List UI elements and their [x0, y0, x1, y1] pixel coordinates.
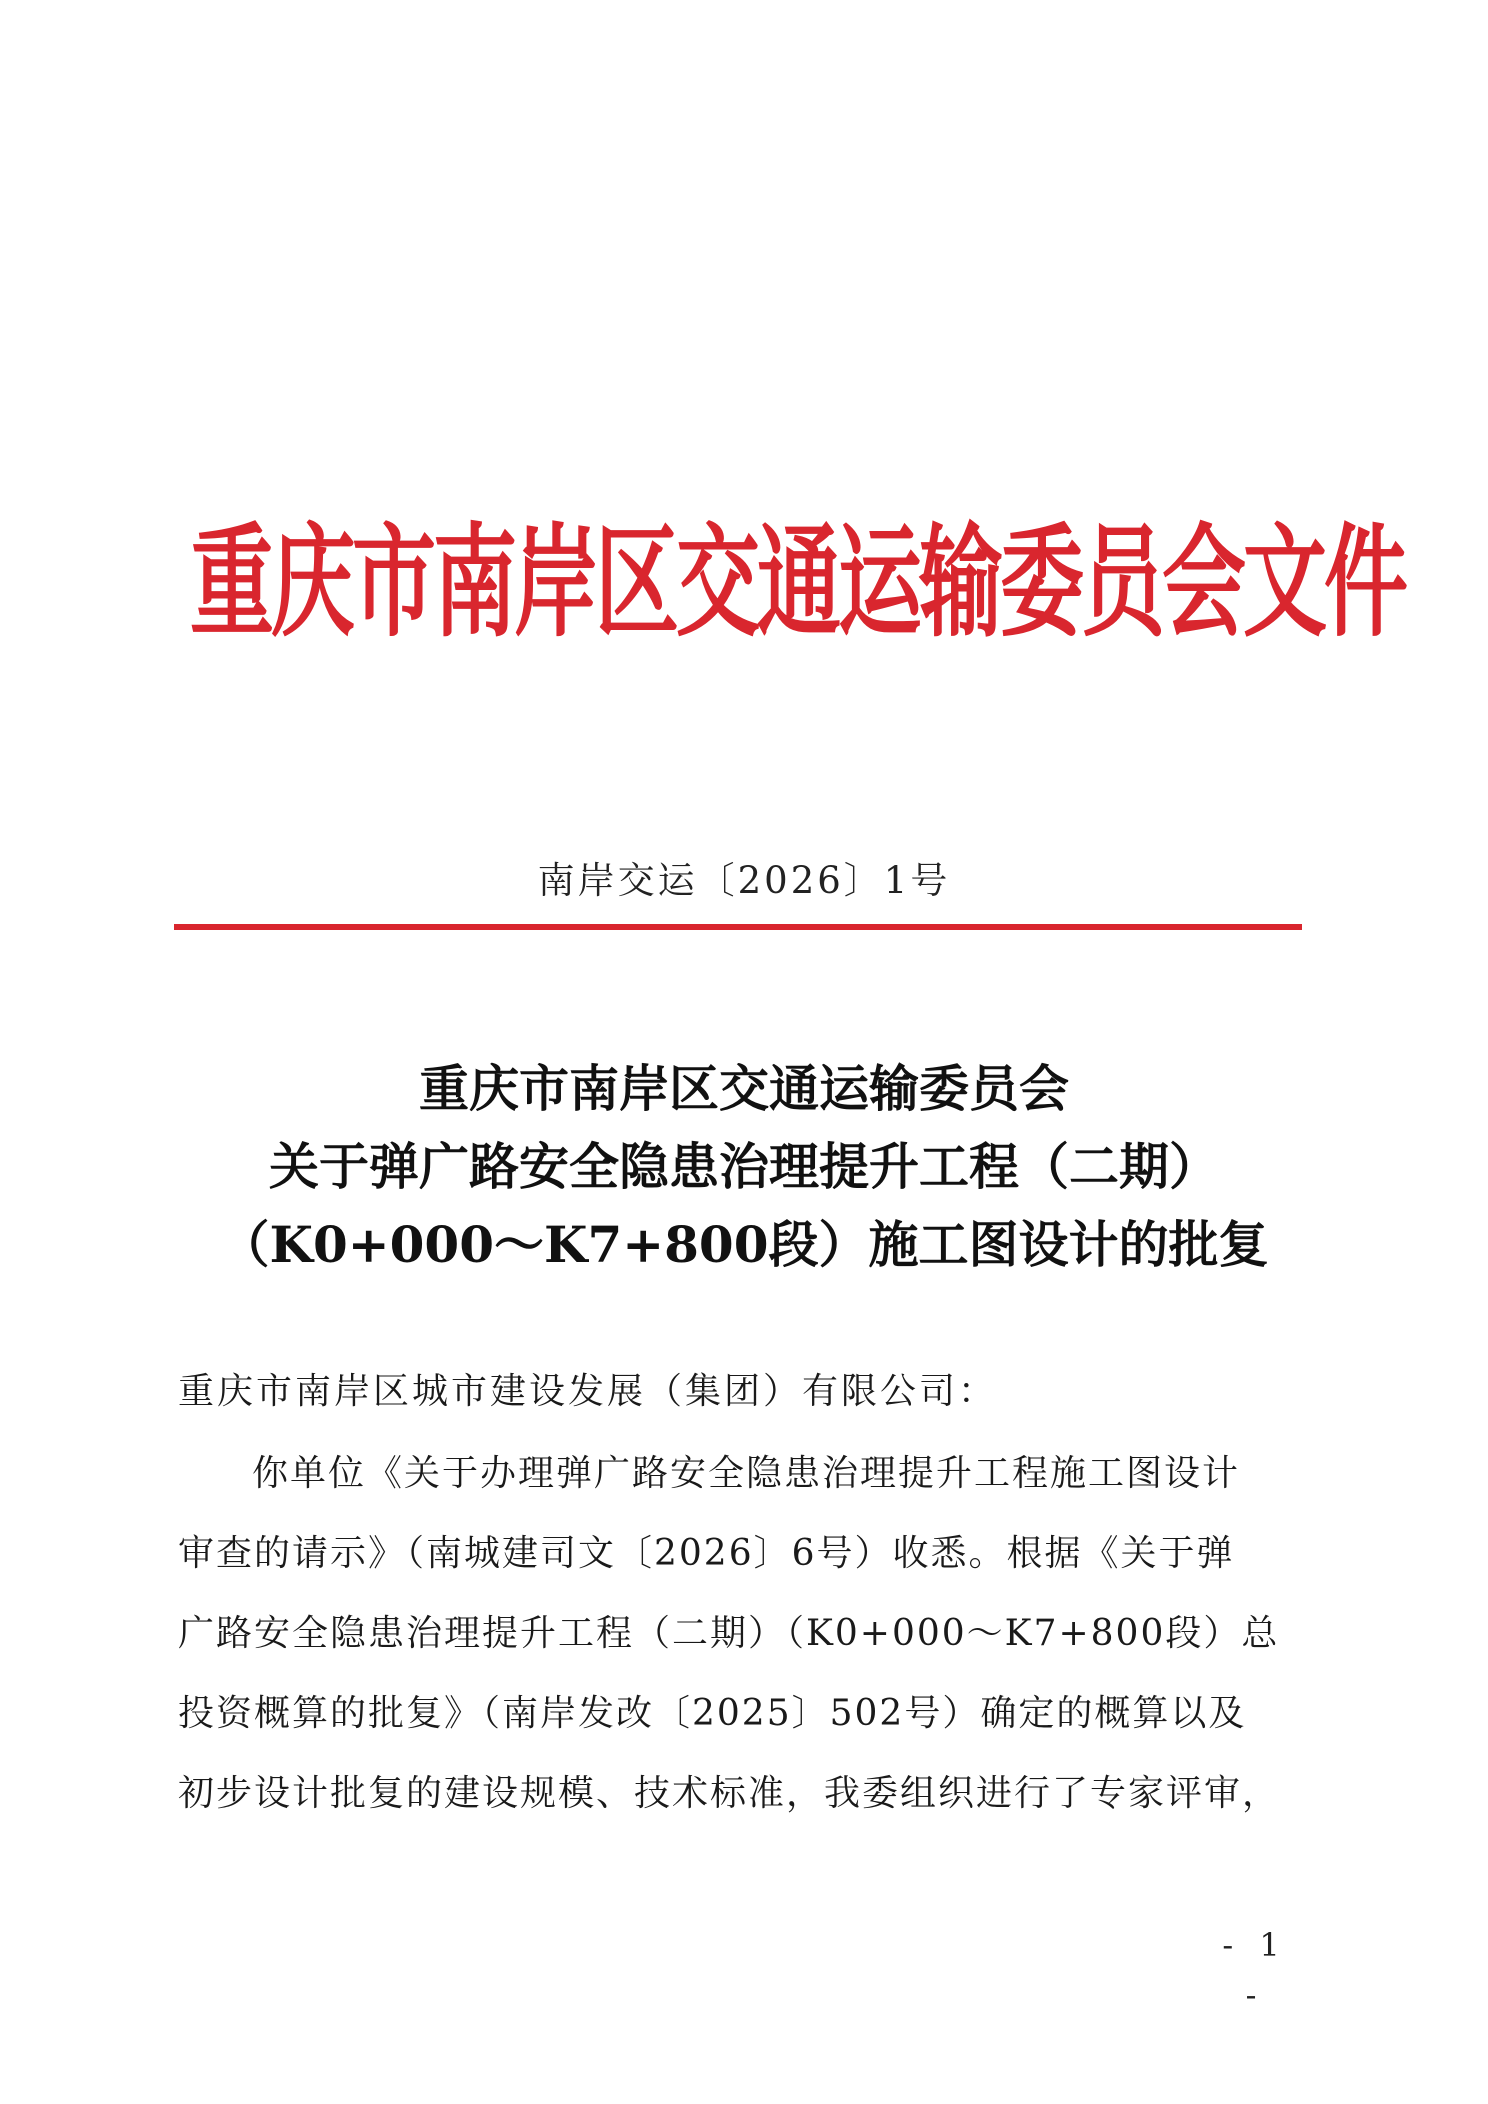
document-number: 南岸交运〔2026〕1号: [537, 859, 951, 902]
body-line-1: 你单位《关于办理弹广路安全隐患治理提升工程施工图设计: [252, 1453, 1241, 1494]
salutation: 重庆市南岸区城市建设发展（集团）有限公司：: [178, 1371, 998, 1412]
red-separator-line: [174, 924, 1302, 930]
body-paragraph: [178, 1434, 1281, 1834]
document-title: [0, 1050, 1488, 1284]
body-line-5: 初步设计批复的建设规模、技术标准，我委组织进行了专家评审，: [178, 1773, 1281, 1814]
title-line-2: 关于弹广路安全隐患治理提升工程（二期）: [269, 1137, 1219, 1196]
page-number: - 1 -: [1222, 1926, 1288, 2014]
title-line-1: 重庆市南岸区交通运输委员会: [419, 1059, 1069, 1118]
body-line-2: 审查的请示》（南城建司文〔2026〕6号）收悉。根据《关于弹: [178, 1533, 1235, 1574]
body-line-3: 广路安全隐患治理提升工程（二期）（K0+000～K7+800段）总: [178, 1613, 1280, 1654]
title-line-3: （K0+000～K7+800段）施工图设计的批复: [219, 1215, 1269, 1274]
masthead-title: 重庆市南岸区交通运输委员会文件: [190, 511, 1406, 654]
body-line-4: 投资概算的批复》（南岸发改〔2025〕502号）确定的概算以及: [178, 1693, 1247, 1734]
